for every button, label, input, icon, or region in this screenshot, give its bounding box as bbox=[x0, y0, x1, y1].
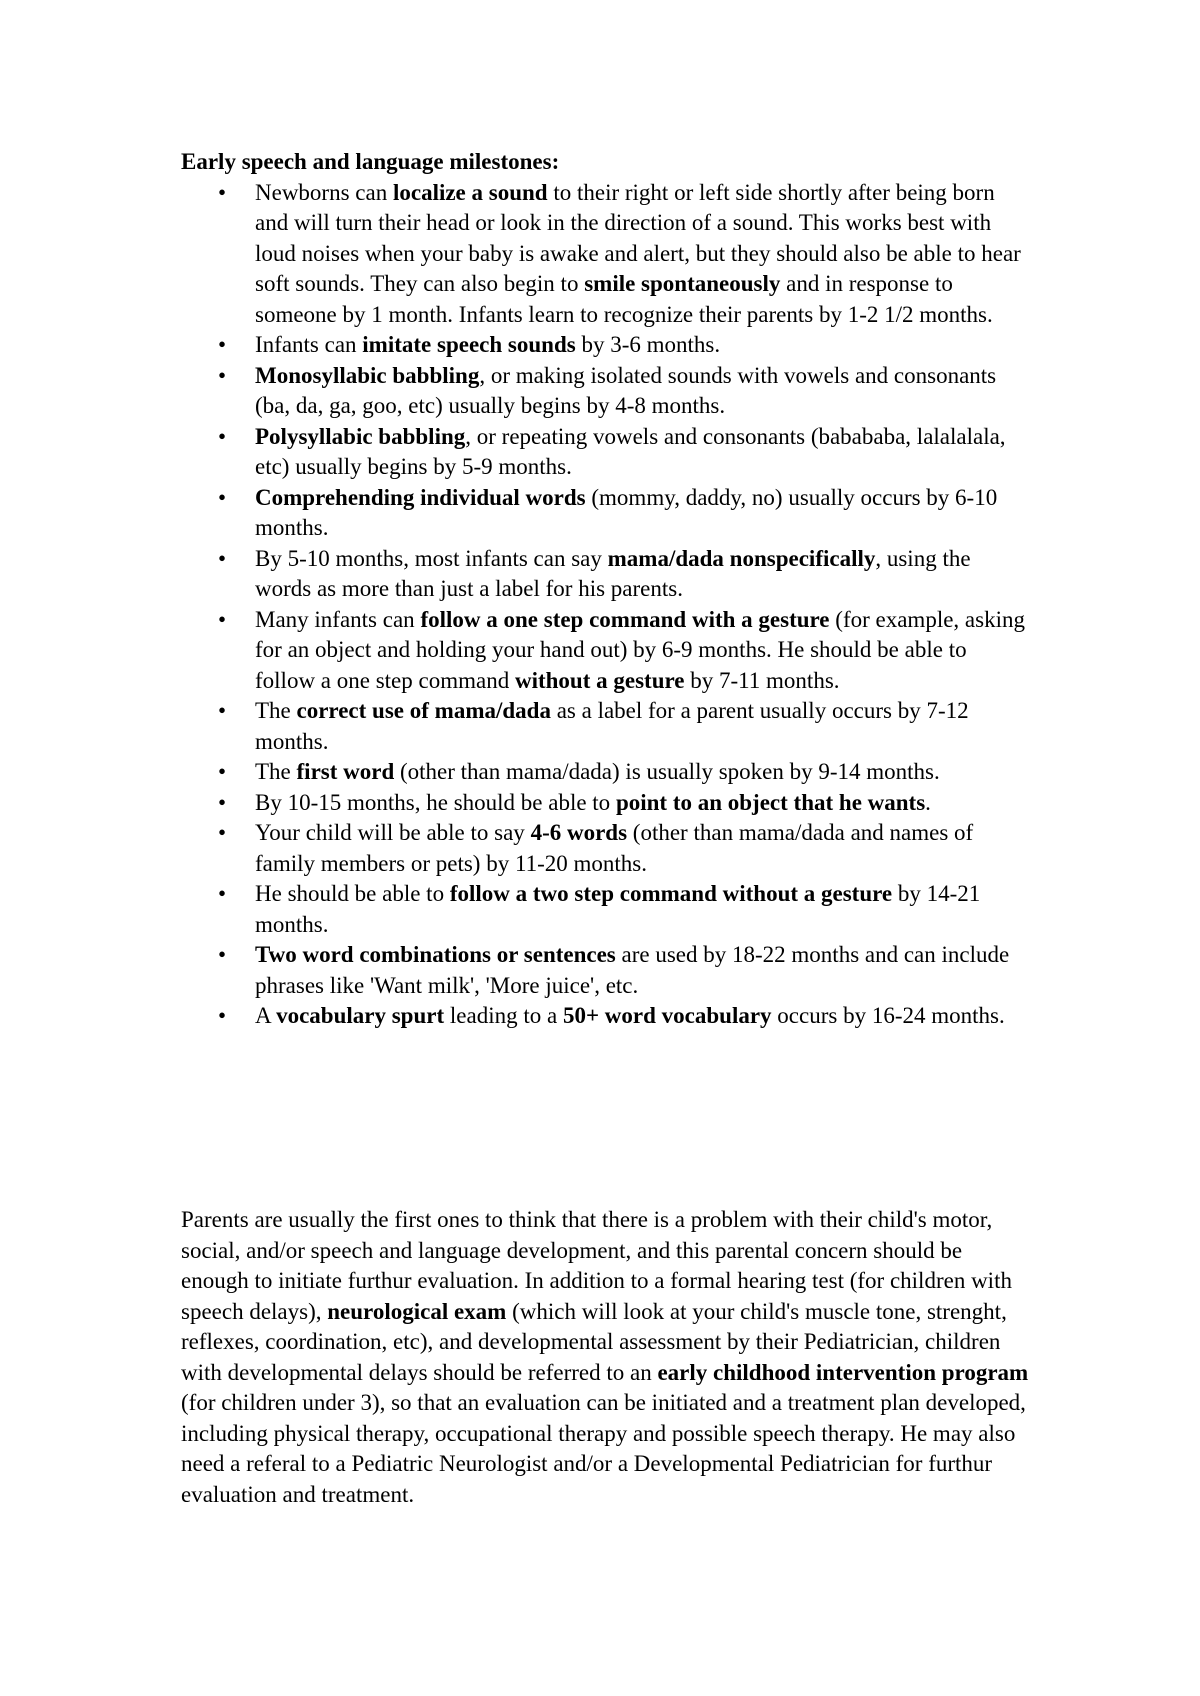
bold-text-run: without a gesture bbox=[514, 667, 685, 693]
bullet-marker: • bbox=[218, 698, 227, 723]
text-run: by 14-21 months. bbox=[255, 881, 981, 937]
text-run: Infants can bbox=[255, 332, 363, 357]
bold-text-run: mama/dada nonspecifically bbox=[607, 545, 876, 571]
bullet-marker: • bbox=[218, 362, 227, 388]
milestone-item bbox=[181, 818, 1031, 879]
text-run: , or repeating vowels and consonants (babababa, lalalalala, etc) usually begins by 5-9 months. bbox=[255, 423, 1006, 479]
text-run: By 10-15 months, he should be able to bbox=[255, 789, 616, 815]
bullet-marker: • bbox=[218, 820, 227, 845]
bold-text-run: Polysyllabic babbling bbox=[255, 423, 466, 449]
text-run: (mommy, daddy, no) usually occurs by 6-10 months. bbox=[255, 484, 998, 540]
bold-text-run: follow a two step command without a gesture bbox=[449, 881, 893, 906]
text-run: to their right or left side shortly after being born and will turn their head or look in the direction of a sound. This works best with loud noises when your baby is awake and alert, but they should also be able to hear soft sounds. They can also begin to bbox=[255, 179, 1021, 296]
milestone-item bbox=[181, 422, 1031, 483]
text-run: , using the words as more than just a label for his parents. bbox=[255, 545, 971, 601]
bullet-marker: • bbox=[218, 545, 227, 571]
text-run: (other than mama/dada and names of family members or pets) by 11-20 months. bbox=[255, 820, 974, 876]
bullet-marker: • bbox=[218, 1003, 227, 1028]
text-run: and in response to someone by 1 month. Infants learn to recognize their parents by 1-2 1/2 months. bbox=[255, 271, 993, 327]
milestone-list bbox=[181, 178, 1031, 1032]
milestone-item bbox=[181, 483, 1031, 544]
body-paragraph bbox=[181, 1205, 1031, 1510]
bold-text-run: neurological exam bbox=[327, 1298, 507, 1324]
text-run: (which will look at your child's muscle tone, strenght, reflexes, coordination, etc), and developmental assessment by their Pediatrician, children with developmental delays should be referred to an bbox=[181, 1298, 1007, 1385]
text-run: The bbox=[255, 698, 297, 723]
bold-text-run: Two word combinations or sentences bbox=[255, 942, 616, 967]
text-run: He should be able to bbox=[255, 881, 450, 906]
text-run: , or making isolated sounds with vowels and consonants (ba, da, ga, goo, etc) usually begins by 4-8 months. bbox=[255, 362, 997, 418]
section-heading: Early speech and language milestones: bbox=[181, 149, 560, 174]
bold-text-run: Monosyllabic babbling bbox=[255, 362, 480, 388]
milestone-item bbox=[181, 940, 1031, 1001]
text-run: (for example, asking for an object and holding your hand out) by 6-9 months. He should be able to follow a one step command bbox=[255, 606, 1025, 693]
bullet-marker: • bbox=[218, 759, 227, 784]
bold-text-run: 50+ word vocabulary bbox=[562, 1003, 772, 1028]
bold-text-run: smile spontaneously bbox=[584, 271, 781, 296]
text-run: A bbox=[255, 1003, 277, 1028]
bullet-marker: • bbox=[218, 789, 227, 815]
bold-text-run: vocabulary spurt bbox=[276, 1003, 445, 1028]
bullet-marker: • bbox=[218, 179, 227, 205]
bold-text-run: correct use of mama/dada bbox=[296, 698, 551, 723]
bold-text-run: point to an object that he wants bbox=[615, 789, 926, 815]
bold-text-run: early childhood intervention program bbox=[657, 1359, 1029, 1385]
bold-text-run: follow a one step command with a gesture bbox=[420, 606, 830, 632]
text-run: by 7-11 months. bbox=[684, 667, 840, 693]
bullet-marker: • bbox=[218, 484, 227, 510]
bold-text-run: Comprehending individual words bbox=[255, 484, 586, 510]
milestone-item bbox=[181, 757, 1031, 788]
milestone-item bbox=[181, 696, 1031, 757]
text-run: by 3-6 months. bbox=[575, 332, 721, 357]
milestone-item bbox=[181, 330, 1031, 361]
milestone-item bbox=[181, 361, 1031, 422]
milestone-item bbox=[181, 879, 1031, 940]
milestone-item bbox=[181, 605, 1031, 697]
bullet-marker: • bbox=[218, 881, 227, 906]
text-run: Your child will be able to say bbox=[255, 820, 531, 845]
milestone-item bbox=[181, 1001, 1031, 1032]
text-run: occurs by 16-24 months. bbox=[771, 1003, 1005, 1028]
text-run: as a label for a parent usually occurs by 7-12 months. bbox=[255, 698, 969, 754]
text-run: (for children under 3), so that an evaluation can be initiated and a treatment plan developed, including physical therapy, occupational therapy and possible speech therapy. He may also need a referal to a Pediatric Neurologist and/or a Developmental Pediatrician for furthur evaluation and treatment. bbox=[181, 1390, 1026, 1507]
bullet-marker: • bbox=[218, 423, 227, 449]
text-run: By 5-10 months, most infants can say bbox=[255, 545, 608, 571]
bullet-marker: • bbox=[218, 332, 227, 357]
text-run: The bbox=[255, 759, 297, 784]
milestone-item bbox=[181, 178, 1031, 331]
text-run: Many infants can bbox=[255, 606, 421, 632]
milestone-item bbox=[181, 544, 1031, 605]
text-run: Parents are usually the first ones to think that there is a problem with their child's motor, social, and/or speech and language development, and this parental concern should be enough to initiate furthur evaluation. In addition to a formal hearing test (for children with speech delays), bbox=[181, 1207, 1012, 1324]
milestone-item bbox=[181, 788, 1031, 819]
bold-text-run: 4-6 words bbox=[530, 820, 628, 845]
bold-text-run: imitate speech sounds bbox=[362, 332, 576, 357]
text-run: leading to a bbox=[444, 1003, 563, 1028]
text-run: (other than mama/dada) is usually spoken by 9-14 months. bbox=[394, 759, 940, 784]
text-run: . bbox=[925, 789, 931, 815]
bold-text-run: first word bbox=[296, 759, 395, 784]
bullet-marker: • bbox=[218, 606, 227, 632]
text-run: Newborns can bbox=[255, 179, 393, 205]
bullet-marker: • bbox=[218, 942, 227, 967]
text-run: are used by 18-22 months and can include phrases like 'Want milk', 'More juice', etc. bbox=[255, 942, 1010, 998]
bold-text-run: localize a sound bbox=[392, 179, 548, 205]
